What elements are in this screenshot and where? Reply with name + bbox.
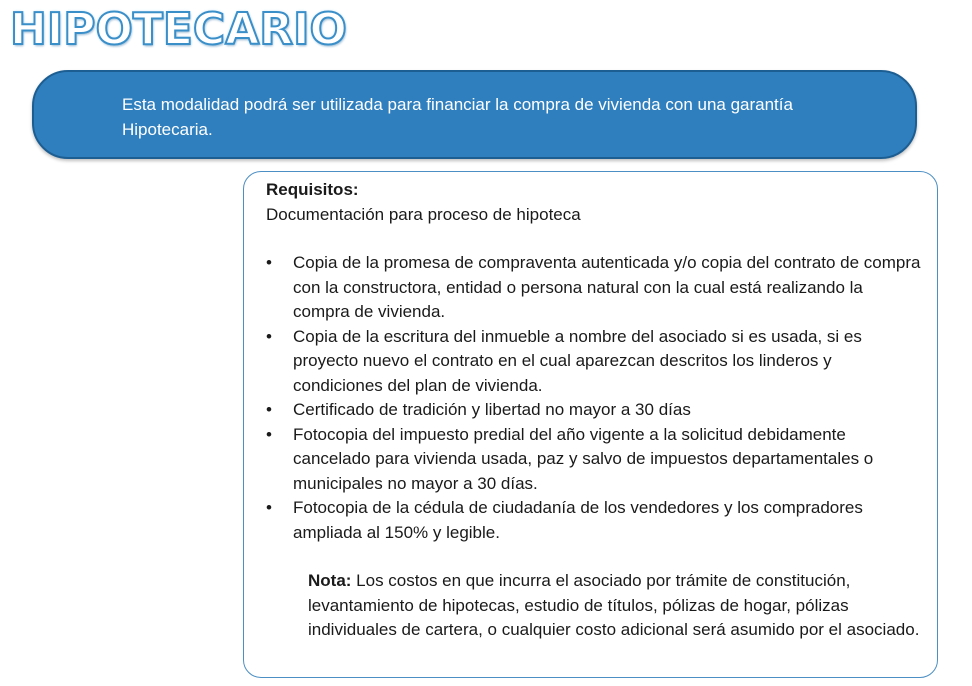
- list-item: [266, 398, 923, 423]
- note-label: Nota:: [308, 571, 352, 590]
- list-item: [266, 423, 923, 497]
- requirements-list: [266, 251, 923, 545]
- bullet-icon: •: [266, 424, 272, 444]
- list-item: [266, 251, 923, 325]
- banner-text: Esta modalidad podrá ser utilizada para financiar la compra de vivienda con una garantía Hipotecaria.: [122, 95, 793, 139]
- requirements-panel: [243, 171, 938, 678]
- bullet-icon: •: [266, 400, 272, 419]
- note-paragraph: [308, 569, 923, 643]
- list-item: [266, 496, 923, 545]
- requirements-heading: Requisitos:: [266, 180, 359, 199]
- list-item-text: Fotocopia del impuesto predial del año vigente a la solicitud debidamente cancelado para vivienda usada, paz y salvo de impuestos departamentales o municipales no mayor a 30 días.: [293, 424, 874, 493]
- description-banner: [32, 70, 917, 159]
- list-item-text: Certificado de tradición y libertad no mayor a 30 días: [293, 400, 691, 419]
- bullet-icon: •: [266, 498, 272, 517]
- bullet-icon: •: [266, 253, 272, 272]
- requirements-subtitle: Documentación para proceso de hipoteca: [266, 204, 581, 224]
- list-item-text: Copia de la escritura del inmueble a nombre del asociado si es usada, si es proyecto nuevo el contrato en el cual aparezcan descritos los linderos y condiciones del plan de vivienda.: [293, 326, 862, 395]
- bullet-icon: •: [266, 326, 272, 346]
- note-text: Los costos en que incurra el asociado por trámite de constitución, levantamiento de hipotecas, estudio de títulos, pólizas de hogar, pólizas individuales de cartera, o cualquier costo adicional será asumido por el asociado.: [308, 571, 920, 639]
- list-item: [266, 325, 923, 399]
- page-title: HIPOTECARIO: [10, 4, 347, 55]
- list-item-text: Copia de la promesa de compraventa autenticada y/o copia del contrato de compra con la constructora, entidad o persona natural con la cual está realizando la compra de vivienda.: [293, 253, 921, 321]
- list-item-text: Fotocopia de la cédula de ciudadanía de los vendedores y los compradores ampliada al 150% y legible.: [293, 498, 863, 542]
